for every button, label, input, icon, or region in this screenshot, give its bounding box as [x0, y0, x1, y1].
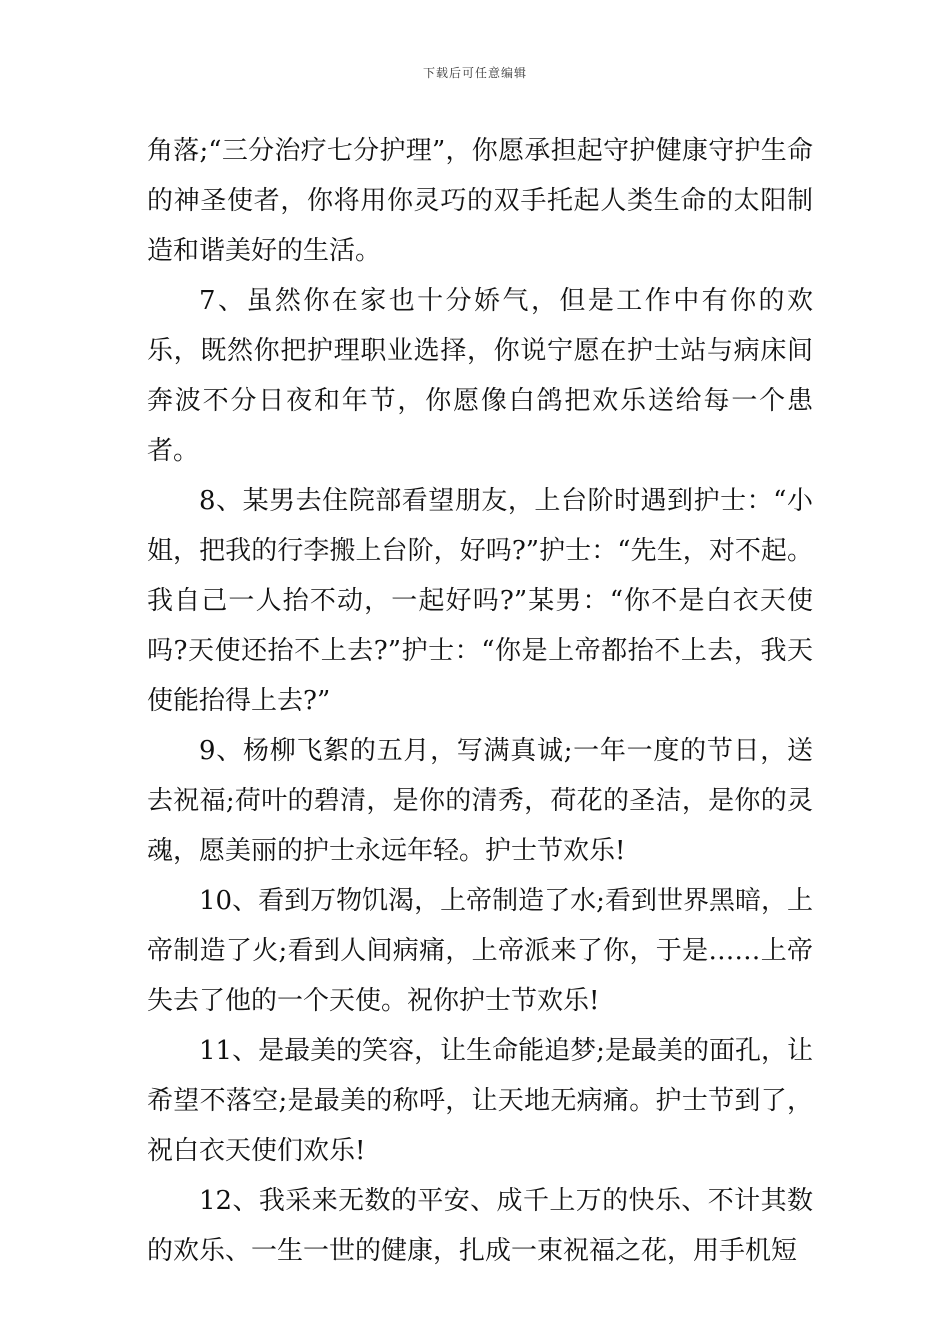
paragraph-item-10: 10、看到万物饥渴，上帝制造了水;看到世界黑暗，上帝制造了火;看到人间病痛，上帝派来了你，于是……上帝失去了他的一个天使。祝你护士节欢乐!: [147, 886, 813, 1016]
paragraph-item-8: 8、某男去住院部看望朋友，上台阶时遇到护士：“小姐，把我的行李搬上台阶，好吗?”护士：“先生，对不起。我自己一人抬不动，一起好吗?”某男：“你不是白衣天使吗?天使还抬不上去?”护士：“你是上帝都抬不上去，我天使能抬得上去?”: [147, 486, 813, 716]
document-body: [147, 126, 813, 1276]
paragraph-continuation: 角落;“三分治疗七分护理”，你愿承担起守护健康守护生命的神圣使者，你将用你灵巧的双手托起人类生命的太阳制造和谐美好的生活。: [147, 136, 813, 266]
paragraph-item-7: 7、虽然你在家也十分娇气，但是工作中有你的欢乐，既然你把护理职业选择，你说宁愿在护士站与病床间奔波不分日夜和年节，你愿像白鸽把欢乐送给每一个患者。: [147, 286, 813, 466]
page-header: 下载后可任意编辑: [422, 66, 527, 80]
paragraph-item-12: 12、我采来无数的平安、成千上万的快乐、不计其数的欢乐、一生一世的健康，扎成一束祝福之花，用手机短: [147, 1186, 813, 1266]
paragraph-item-11: 11、是最美的笑容，让生命能追梦;是最美的面孔，让希望不落空;是最美的称呼，让天地无病痛。护士节到了，祝白衣天使们欢乐!: [147, 1036, 813, 1166]
paragraph-item-9: 9、杨柳飞絮的五月，写满真诚;一年一度的节日，送去祝福;荷叶的碧清，是你的清秀，荷花的圣洁，是你的灵魂，愿美丽的护士永远年轻。护士节欢乐!: [147, 736, 813, 866]
